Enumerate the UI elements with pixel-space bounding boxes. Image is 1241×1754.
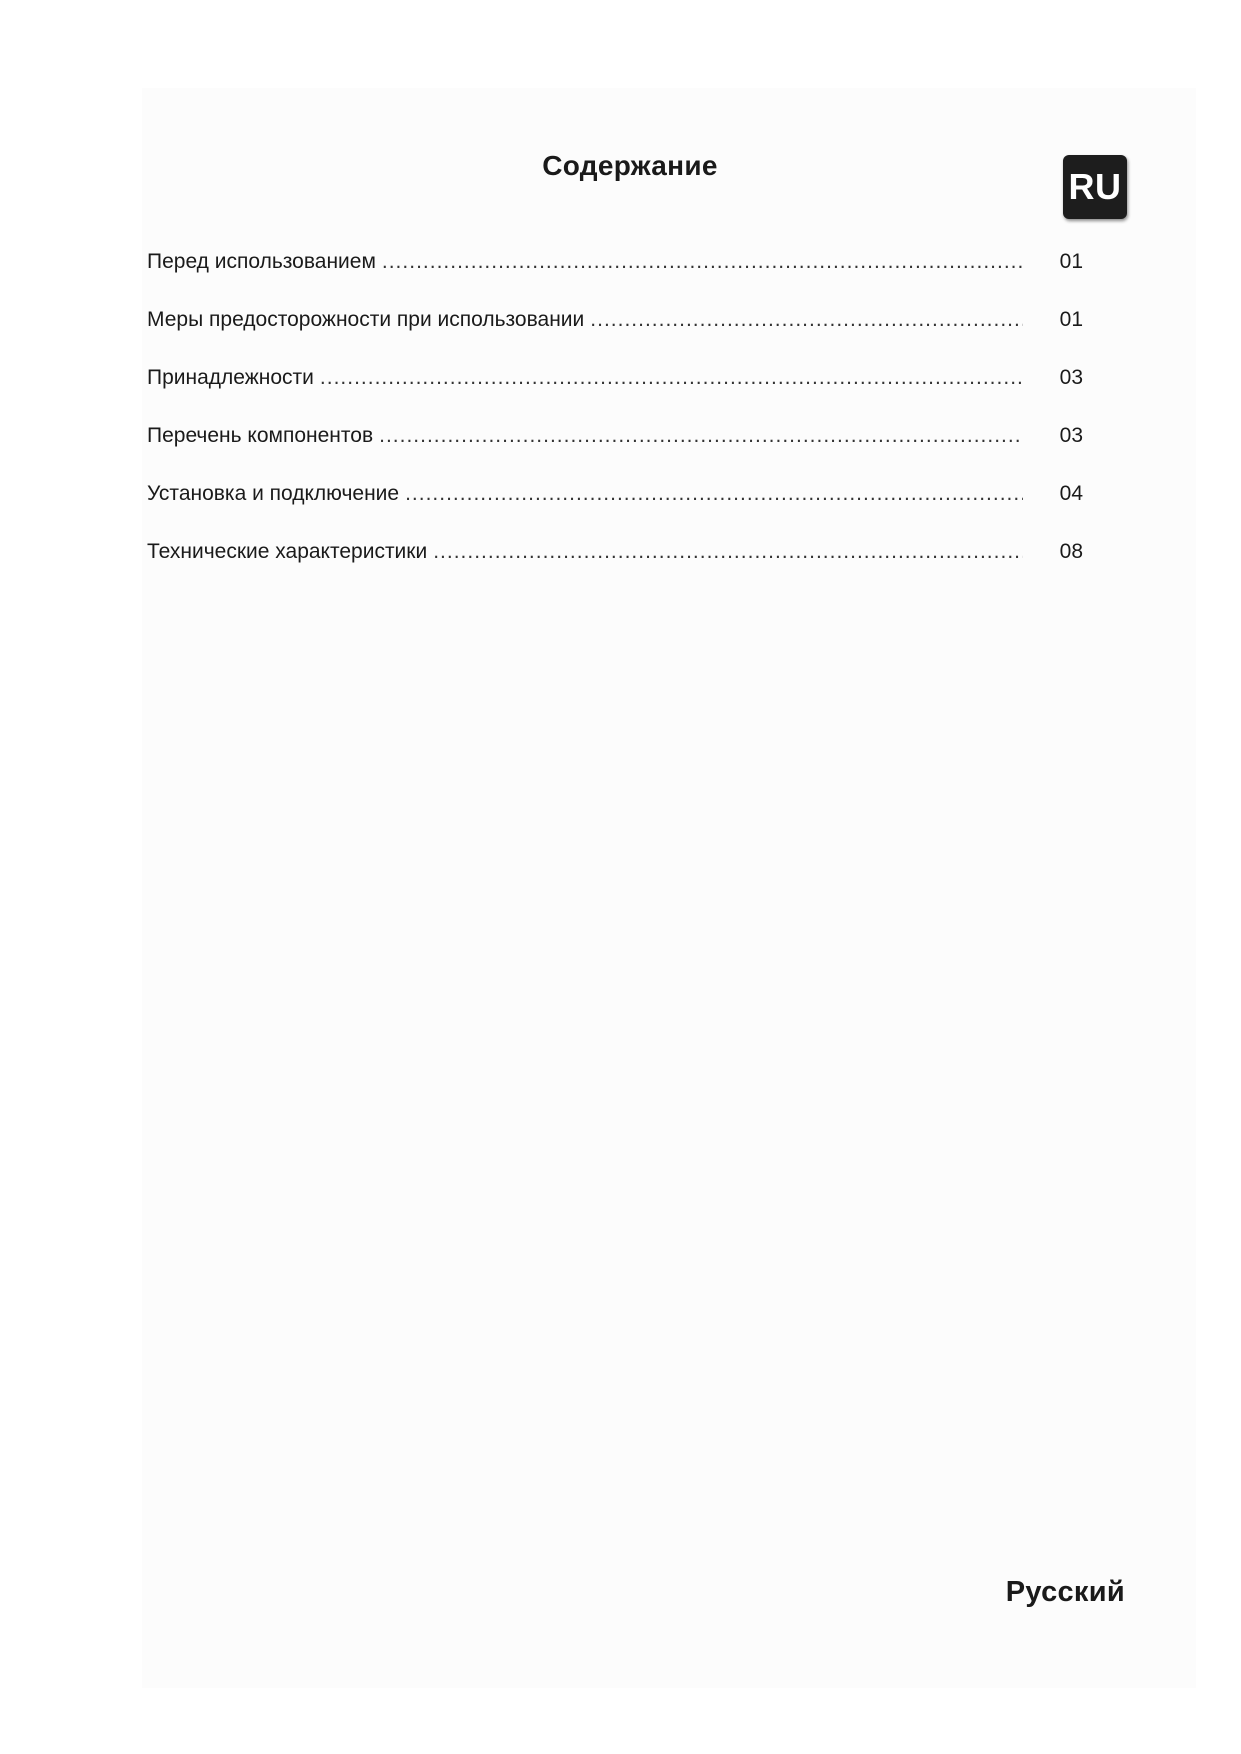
toc-entry-page: 04 (1059, 482, 1083, 505)
toc-entry-label: Установка и подключение (147, 482, 400, 505)
toc-leader-dots (320, 366, 1023, 390)
toc-leader-dots (405, 482, 1023, 506)
toc-leader-dots (433, 540, 1023, 564)
toc-entry-label: Меры предосторожности при использовании (147, 308, 585, 331)
toc-entry-page: 08 (1059, 540, 1083, 563)
table-of-contents (147, 250, 1083, 598)
toc-entry-accessories[interactable] (147, 366, 1083, 424)
language-badge: RU (1063, 155, 1127, 219)
toc-entry-page: 01 (1059, 250, 1083, 273)
toc-entry-safety-precautions[interactable] (147, 308, 1083, 366)
toc-entry-label: Перечень компонентов (147, 424, 374, 447)
toc-entry-installation[interactable] (147, 482, 1083, 540)
toc-entry-page: 03 (1059, 424, 1083, 447)
page-title: Содержание (542, 150, 718, 181)
toc-entry-component-list[interactable] (147, 424, 1083, 482)
toc-entry-before-use[interactable] (147, 250, 1083, 308)
toc-leader-dots (382, 250, 1023, 274)
toc-leader-dots (590, 308, 1023, 332)
toc-entry-page: 01 (1059, 308, 1083, 331)
toc-entry-specifications[interactable] (147, 540, 1083, 598)
footer-language-label: Русский (1005, 1576, 1125, 1608)
toc-leader-dots (379, 424, 1023, 448)
toc-entry-page: 03 (1059, 366, 1083, 389)
toc-entry-label: Принадлежности (147, 366, 314, 389)
toc-entry-label: Перед использованием (147, 250, 376, 273)
toc-entry-label: Технические характеристики (147, 540, 428, 563)
